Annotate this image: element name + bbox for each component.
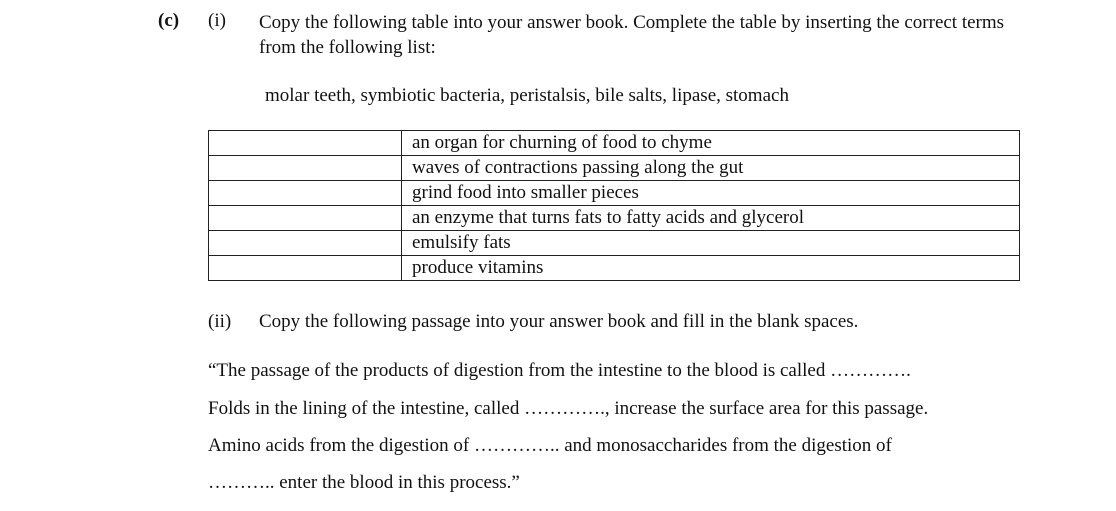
description-cell: an enzyme that turns fats to fatty acids and glycerol — [402, 206, 1020, 231]
table-row — [209, 131, 1020, 156]
table-instruction: Copy the following table into your answer book. Complete the table by inserting the correct terms from the following list: — [259, 12, 1005, 58]
description-cell: produce vitamins — [402, 256, 1020, 281]
description-cell: emulsify fats — [402, 231, 1020, 256]
question-part-label: (c) — [158, 10, 180, 31]
subquestion-i-label: (i) — [208, 10, 226, 31]
table-row — [209, 181, 1020, 206]
description-cell: an organ for churning of food to chyme — [402, 131, 1020, 156]
table-row — [209, 206, 1020, 231]
passage-line: “The passage of the products of digestion from the intestine to the blood is called …………. — [208, 360, 911, 381]
blank-term-cell — [209, 131, 402, 156]
table-row — [209, 256, 1020, 281]
blank-term-cell — [209, 231, 402, 256]
passage-instruction: Copy the following passage into your answer book and fill in the blank spaces. — [259, 311, 859, 332]
passage-line: Folds in the lining of the intestine, called …………., increase the surface area for this passage. — [208, 398, 929, 419]
table-row — [209, 231, 1020, 256]
answer-table — [208, 130, 1020, 281]
blank-term-cell — [209, 156, 402, 181]
blank-term-cell — [209, 181, 402, 206]
description-cell: waves of contractions passing along the gut — [402, 156, 1020, 181]
subquestion-ii-label: (ii) — [208, 311, 232, 332]
blank-term-cell — [209, 206, 402, 231]
description-cell: grind food into smaller pieces — [402, 181, 1020, 206]
blank-term-cell — [209, 256, 402, 281]
table-row — [209, 156, 1020, 181]
passage-line: ……….. enter the blood in this process.” — [208, 472, 520, 493]
passage-line: Amino acids from the digestion of ………….. and monosaccharides from the digestion of — [208, 435, 892, 456]
term-list: molar teeth, symbiotic bacteria, peristalsis, bile salts, lipase, stomach — [265, 85, 789, 106]
